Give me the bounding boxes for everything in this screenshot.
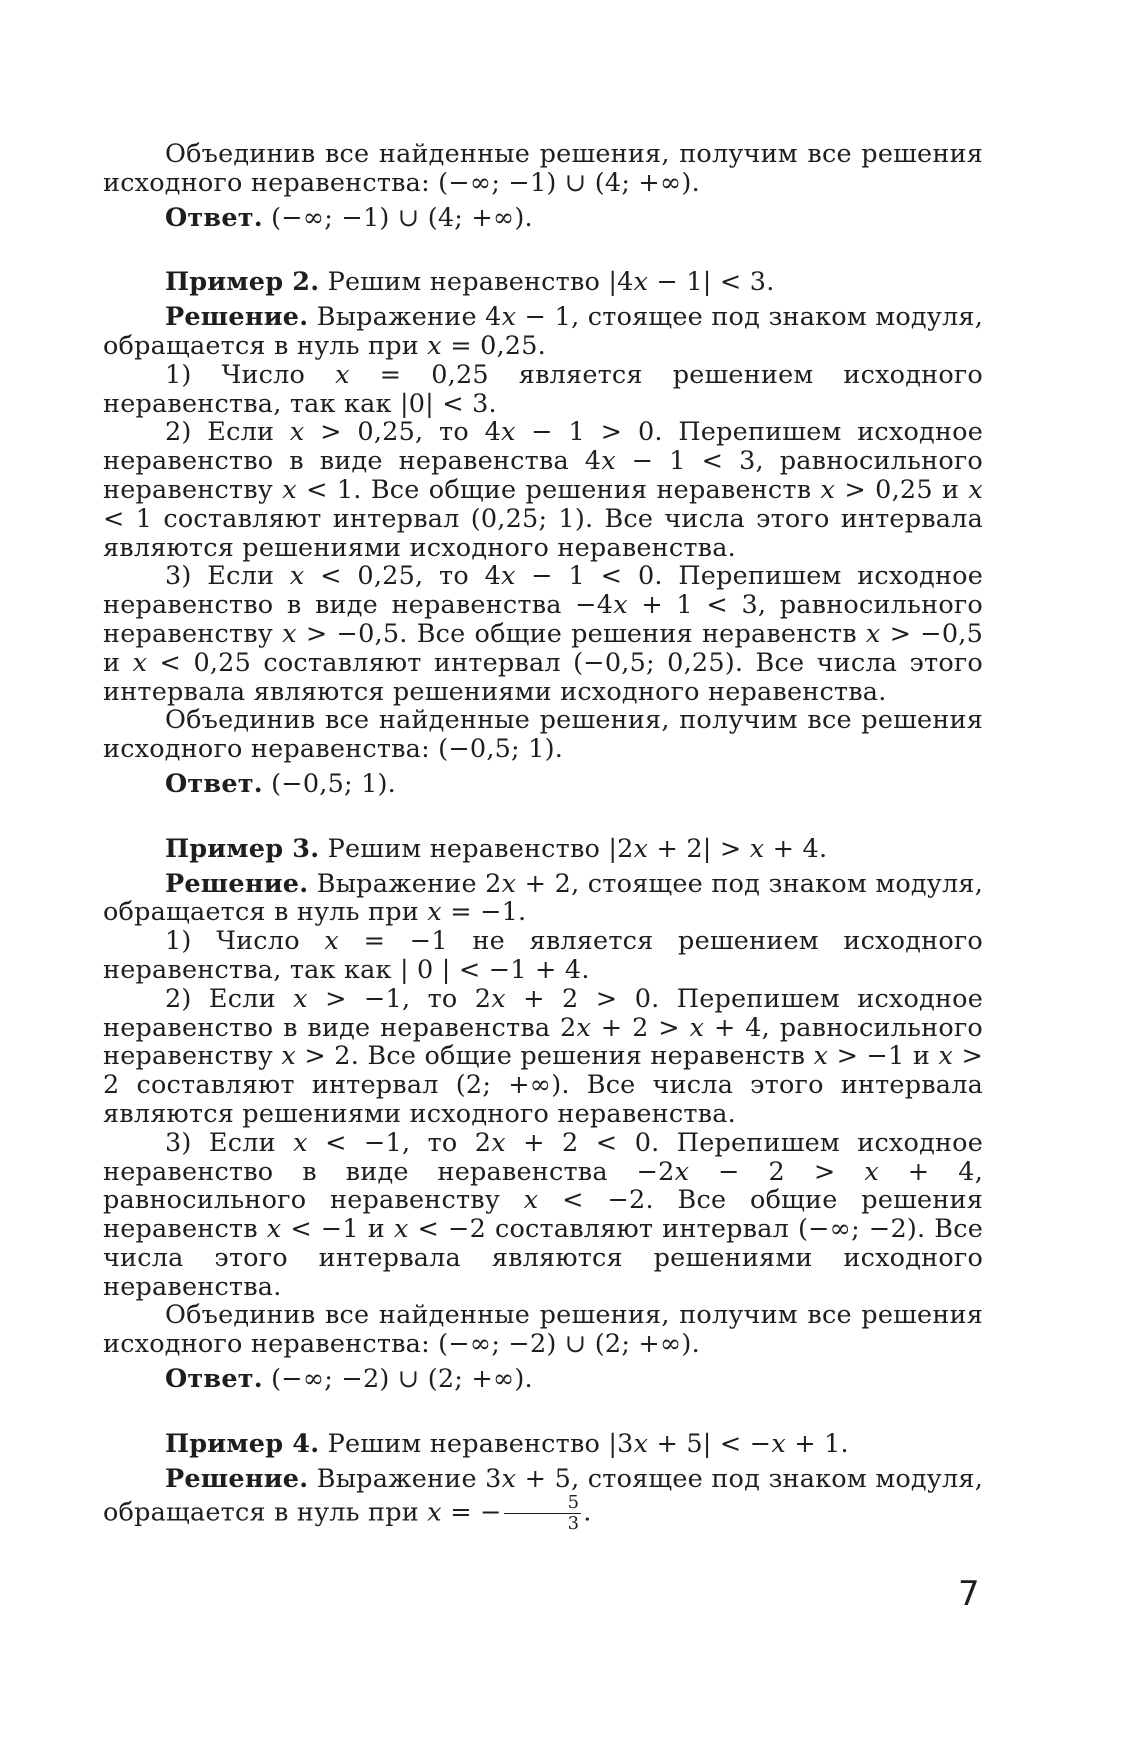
text: Объединив все найденные решения, получим все решения исходного неравенства: (−∞; −2) ∪ (2; +∞). [103,1300,983,1360]
text: − 1, стоящее под знаком модуля, обращается в нуль при [103,302,983,361]
variable-x: x [266,1214,282,1245]
text: Выражение 3 [308,1463,502,1494]
text: < 1. Все общие решения неравенств [296,474,821,505]
variable-x: x [501,1463,517,1494]
variable-x: x [938,1041,954,1072]
text: Объединив все найденные решения, получим все решения исходного неравенства: (−∞; −1) ∪ (4; +∞). [103,139,983,198]
solution-4 [103,1465,983,1535]
variable-x: x [491,1127,506,1158]
text: < −1 и [281,1214,394,1245]
text: < −2. Все общие решения неравенств [103,1185,983,1245]
answer-text: (−∞; −1) ∪ (4; +∞). [262,202,533,233]
text: + 5, стоящее под знаком модуля, обращается в нуль при [103,1463,983,1528]
text: − 1| < 3. [648,267,775,298]
text: 2) Если [165,983,294,1014]
variable-x: x [324,926,339,957]
solution-3 [103,870,983,928]
fraction-denominator: 3 [567,1513,580,1535]
example-label: Пример 2. [165,267,320,298]
variable-x: x [601,446,616,477]
text: Решим неравенство |4 [319,267,634,298]
answer-label: Ответ. [165,202,263,233]
text: + 2| > [648,833,750,864]
example-label: Пример 4. [165,1428,320,1459]
fraction-numerator: 5 [504,1493,582,1514]
text: 1) Число [165,926,325,957]
text: Выражение 2 [308,868,502,899]
text: + 1 < 3, равносильного неравенству [103,590,983,649]
answer-label: Ответ. [165,768,263,799]
text: − 2 > [689,1156,865,1187]
variable-x: x [491,983,506,1014]
text: < −2 составляют интервал (−∞; −2). Все числа этого интервала являются решениями исходного неравенства. [103,1214,983,1302]
variable-x: x [523,1185,539,1216]
text: + 2 > [591,1012,690,1043]
variable-x: x [427,330,442,361]
solution-2-step-3 [103,562,983,706]
text: > −0,5 и [103,618,984,678]
text: > −0,5. Все общие решения неравенств [296,618,866,649]
text: = 0,25. [441,330,546,361]
variable-x: x [501,868,517,899]
text: = −1 не является решением исходного неравенства, так как | 0 | < −1 + 4. [103,926,983,985]
solution-2-step-1 [103,361,983,419]
text: 3) Если [165,561,290,592]
variable-x: x [501,302,517,333]
variable-x: x [749,833,765,864]
answer-label: Ответ. [165,1364,263,1395]
solution-3-step-3 [103,1129,983,1302]
solution-label: Решение. [165,302,309,333]
text: Выражение 4 [308,302,502,333]
text: + 2 < 0. Перепишем исходное неравенство в виде неравенства −2 [103,1127,984,1187]
text: + 2 > 0. Перепишем исходное неравенство в виде неравенства 2 [103,983,984,1043]
solution-label: Решение. [165,868,309,899]
variable-x: x [865,618,881,649]
variable-x: x [293,983,308,1014]
example-3-heading [103,835,983,864]
text: < −1, то 2 [307,1127,492,1158]
paragraph-union-1 [103,140,983,198]
text: < 1 составляют интервал (0,25; 1). Все числа этого интервала являются решениями исходного неравенства. [103,503,983,563]
page-content [103,140,983,1534]
text: + 2, стоящее под знаком модуля, обращается в нуль при [103,868,983,928]
paragraph-union-2 [103,706,983,764]
variable-x: x [633,833,649,864]
variable-x: x [393,1214,409,1245]
text: = − [441,1497,502,1528]
text: . [583,1497,592,1528]
variable-x: x [289,561,305,592]
text: − 1 > 0. Перепишем исходное неравенство в виде неравенства 4 [103,417,983,477]
variable-x: x [132,647,148,678]
text: + 5| < − [648,1428,772,1459]
variable-x: x [427,897,442,928]
solution-label: Решение. [165,1463,309,1494]
variable-x: x [427,1497,442,1528]
text: > 2 составляют интервал (2; +∞). Все числа этого интервала являются решениями исходного неравенства. [103,1041,984,1129]
text: 1) Число [165,359,336,390]
solution-2 [103,303,983,361]
paragraph-union-3 [103,1301,983,1359]
text: 2) Если [165,417,290,448]
example-label: Пример 3. [165,833,320,864]
variable-x: x [674,1156,690,1187]
text: − 1 < 0. Перепишем исходное неравенство в виде неравенства −4 [103,561,983,621]
answer-1 [103,204,983,233]
answer-text: (−∞; −2) ∪ (2; +∞). [262,1364,533,1395]
variable-x: x [820,474,836,505]
variable-x: x [501,417,516,448]
text: = 0,25 является решением исходного неравенства, так как |0| < 3. [103,359,983,419]
variable-x: x [282,474,297,505]
text: Решим неравенство |3 [319,1428,634,1459]
variable-x: x [864,1156,879,1187]
text: > 0,25 и [835,474,969,505]
text: < 0,25 составляют интервал (−0,5; 0,25). Все числа этого интервала являются решениями исходного неравенства. [103,647,983,707]
variable-x: x [613,590,628,621]
variable-x: x [813,1041,829,1072]
fraction [504,1493,582,1534]
text: 3) Если [165,1127,294,1158]
solution-3-step-2 [103,985,983,1129]
example-2-heading [103,268,983,297]
text: > −1, то 2 [307,983,492,1014]
answer-text: (−0,5; 1). [262,768,396,799]
variable-x: x [689,1012,705,1043]
text: > −1 и [828,1041,939,1072]
variable-x: x [501,561,516,592]
variable-x: x [282,618,297,649]
text: + 1. [785,1428,849,1459]
page-number: 7 [958,1574,980,1614]
text: + 4, равносильного неравенству [103,1156,983,1216]
solution-3-step-1 [103,927,983,985]
variable-x: x [335,359,350,390]
text: > 0,25, то 4 [304,417,501,448]
variable-x: x [771,1428,786,1459]
text: − 1 < 3, равносильного неравенству [103,446,983,505]
text: = −1. [441,897,527,928]
text: Объединив все найденные решения, получим все решения исходного неравенства: (−0,5; 1). [103,705,983,765]
example-4-heading [103,1430,983,1459]
text: + 4, равносильного неравенству [103,1012,983,1072]
text: > 2. Все общие решения неравенств [295,1041,814,1072]
answer-2 [103,770,983,799]
text: + 4. [764,833,828,864]
text: Решим неравенство |2 [319,833,634,864]
answer-3 [103,1365,983,1394]
variable-x: x [576,1012,592,1043]
variable-x: x [633,267,649,298]
variable-x: x [289,417,305,448]
variable-x: x [281,1041,296,1072]
variable-x: x [968,474,984,505]
text: < 0,25, то 4 [304,561,501,592]
solution-2-step-2 [103,418,983,562]
variable-x: x [293,1127,308,1158]
variable-x: x [633,1428,649,1459]
